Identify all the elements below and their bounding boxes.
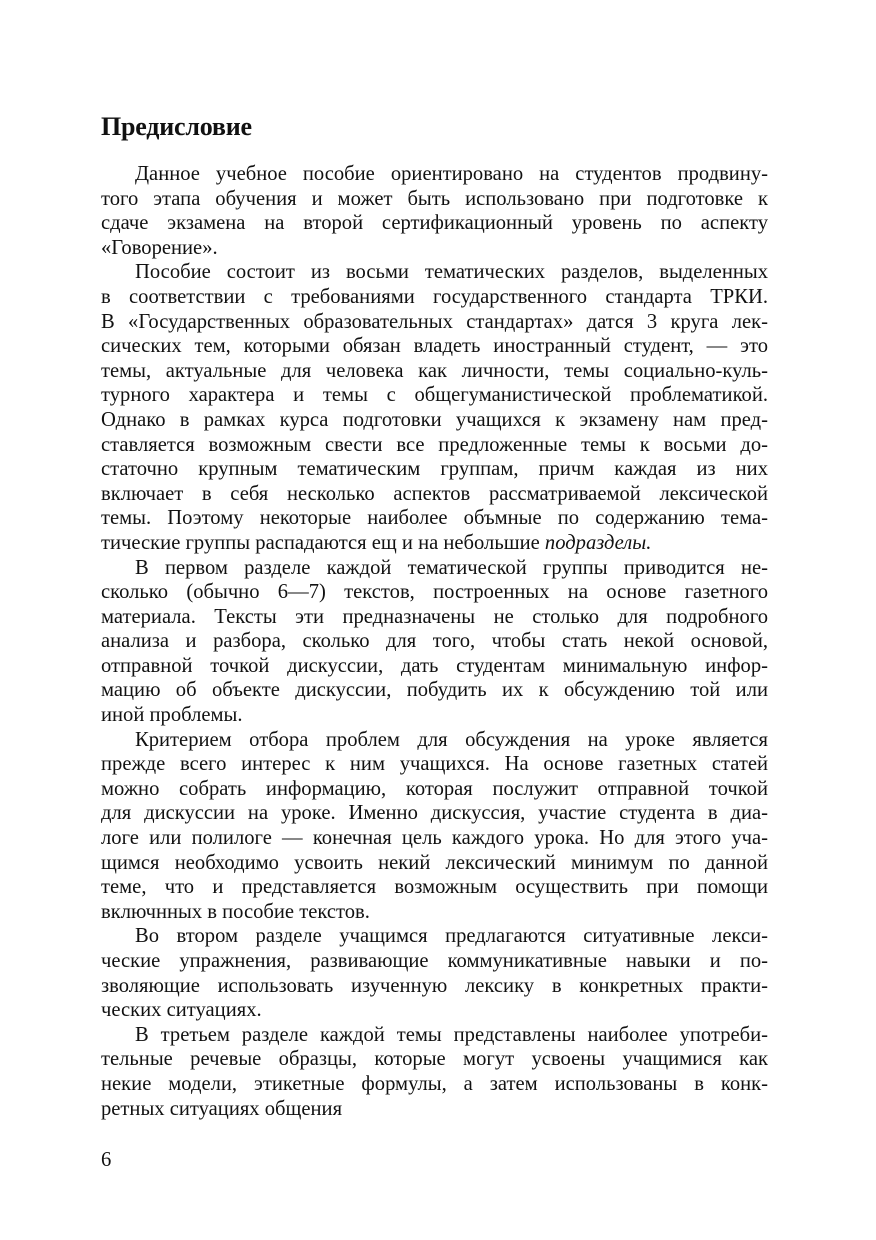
text-line: В первом разделе каждой тематической группы приводится не- (135, 556, 768, 579)
page-number: 6 (101, 1149, 112, 1171)
text-line: Данное учебное пособие ориентировано на студентов продвину- (135, 163, 768, 185)
italic-term: подразделы. (544, 531, 652, 554)
text-line: щимся необходимо усвоить некий лексический минимум по данной (101, 851, 768, 874)
page-content (101, 112, 768, 1121)
text-line: мацию об объекте дискуссии, побудить их к обсуждению той или (101, 679, 768, 702)
text-line: прежде всего интерес к ним учащихся. На основе газетных статей (101, 753, 768, 776)
text-line: того этапа обучения и может быть использовано при подготовке к (101, 187, 768, 210)
paragraph (101, 556, 768, 728)
text-line: турного характера и темы с общегуманистической проблематикой. (101, 384, 768, 407)
text-line: тельные речевые образцы, которые могут усвоены учащимися как (101, 1048, 768, 1071)
text-line: в соответствии с требованиями государственного стандарта ТРКИ. (101, 285, 768, 308)
text-line: ческих ситуациях. (101, 999, 262, 1022)
text-segment: тические группы распадаются ещ и на небольшие (101, 531, 545, 554)
text-line: ставляется возможным свести все предложенные темы к восьми до- (101, 433, 768, 456)
text-line: Во втором разделе учащимся предлагаются ситуативные лекси- (135, 925, 768, 948)
text-line: В третьем разделе каждой темы представлены наиболее употреби- (135, 1023, 768, 1046)
text-line: материала. Тексты эти предназначены не столько для подробного (101, 605, 768, 628)
text-line: статочно крупным тематическим группам, причм каждая из них (101, 458, 768, 481)
text-line: сдаче экзамена на второй сертификационный уровень по аспекту (101, 212, 768, 235)
text-line: зволяющие использовать изученную лексику в конкретных практи- (101, 974, 768, 997)
text-line: включнных в пособие текстов. (101, 900, 370, 923)
text-line: логе или полилоге — конечная цель каждого урока. Но для этого уча- (101, 827, 768, 850)
text-line: Пособие состоит из восьми тематических разделов, выделенных (135, 261, 768, 284)
text-line: «Говорение». (101, 236, 218, 259)
text-line: отправной точкой дискуссии, дать студентам минимальную инфор- (101, 654, 768, 677)
text-line: для дискуссии на уроке. Именно дискуссия, участие студента в диа- (101, 802, 768, 825)
text-line: В «Государственных образовательных стандартах» датся 3 круга лек- (101, 310, 768, 333)
paragraph (101, 728, 768, 925)
text-line: можно собрать информацию, которая послужит отправной точкой (101, 777, 768, 800)
text-line: Критерием отбора проблем для обсуждения на уроке является (135, 728, 768, 751)
text-line: ческие упражнения, развивающие коммуникативные навыки и по- (101, 950, 768, 972)
text-line: темы, актуальные для человека как личности, темы социально-куль- (101, 359, 768, 382)
text-line: Однако в рамках курса подготовки учащихся к экзамену нам пред- (101, 408, 768, 431)
text-line: сколько (обычно 6—7) текстов, построенных на основе газетного (101, 581, 768, 604)
paragraph (101, 260, 768, 555)
text-line: включает в себя несколько аспектов рассматриваемой лексической (101, 482, 768, 505)
text-line: теме, что и представляется возможным осуществить при помощи (101, 876, 768, 899)
paragraph (101, 924, 768, 1022)
text-line: сических тем, которыми обязан владеть иностранный студент, — это (101, 335, 768, 358)
text-line: темы. Поэтому некоторые наиболее объмные по содержанию тема- (101, 507, 768, 530)
paragraph (101, 1023, 768, 1121)
text-line: иной проблемы. (101, 704, 243, 727)
paragraph (101, 162, 768, 260)
text-line: некие модели, этикетные формулы, а затем использованы в конк- (101, 1072, 768, 1095)
text-line: анализа и разбора, сколько для того, чтобы стать некой основой, (101, 630, 768, 653)
text-line (101, 531, 768, 556)
page-title: Предисловие (101, 112, 252, 141)
text-line: ретных ситуациях общения (101, 1097, 343, 1120)
